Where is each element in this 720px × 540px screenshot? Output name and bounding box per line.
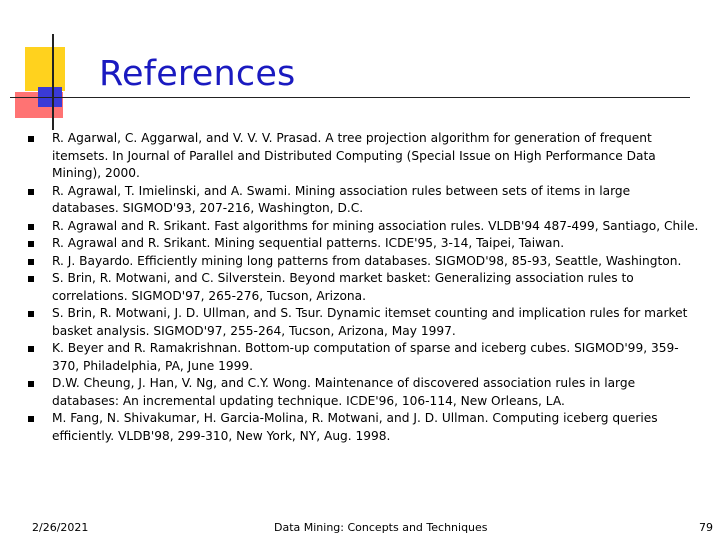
reference-text: R. J. Bayardo. Efficiently mining long patterns from databases. SIGMOD'98, 85-93, Seattle, Washington. [52, 253, 682, 268]
reference-item [28, 183, 700, 218]
reference-item [28, 130, 700, 183]
decor-yellow-square [25, 47, 65, 91]
bullet-icon [28, 189, 34, 195]
reference-text: S. Brin, R. Motwani, J. D. Ullman, and S. Tsur. Dynamic itemset counting and implication rules for market basket analysis. SIGMOD'97, 255-264, Tucson, Arizona, May 1997. [52, 306, 688, 338]
bullet-icon [28, 346, 34, 352]
reference-item [28, 375, 700, 410]
bullet-icon [28, 276, 34, 282]
reference-text: R. Agarwal, C. Aggarwal, and V. V. V. Prasad. A tree projection algorithm for generation of frequent itemsets. In Journal of Parallel and Distributed Computing (Special Issue on High Performance Data Mining), 2000. [52, 131, 656, 180]
reference-item [28, 305, 700, 340]
reference-item [28, 218, 700, 236]
bullet-icon [28, 241, 34, 247]
bullet-icon [28, 311, 34, 317]
reference-item [28, 410, 700, 445]
slide-title: References [99, 54, 296, 94]
bullet-icon [28, 259, 34, 265]
bullet-icon [28, 416, 34, 422]
footer-course-title: Data Mining: Concepts and Techniques [274, 521, 488, 534]
reference-item [28, 235, 700, 253]
reference-text: D.W. Cheung, J. Han, V. Ng, and C.Y. Wong. Maintenance of discovered association rules in large databases: An incremental updating technique. ICDE'96, 106-114, New Orleans, LA. [52, 376, 636, 408]
reference-text: R. Agrawal and R. Srikant. Mining sequential patterns. ICDE'95, 3-14, Taipei, Taiwan. [52, 236, 565, 250]
decor-horizontal-line [10, 97, 690, 98]
bullet-icon [28, 136, 34, 142]
footer-date: 2/26/2021 [32, 521, 89, 534]
reference-text: R. Agrawal, T. Imielinski, and A. Swami. Mining association rules between sets of items in large databases. SIGMOD'93, 207-216, Washington, D.C. [52, 183, 631, 215]
bullet-icon [28, 381, 34, 387]
reference-text: M. Fang, N. Shivakumar, H. Garcia-Molina, R. Motwani, and J. D. Ullman. Computing iceberg queries efficiently. VLDB'98, 299-310, New York, NY, Aug. 1998. [52, 411, 658, 443]
reference-item [28, 270, 700, 305]
reference-text: R. Agrawal and R. Srikant. Fast algorithms for mining association rules. VLDB'94 487-499, Santiago, Chile. [52, 218, 699, 233]
footer-page-number: 79 [699, 521, 713, 534]
reference-list [28, 130, 700, 445]
reference-item [28, 340, 700, 375]
reference-text: K. Beyer and R. Ramakrishnan. Bottom-up computation of sparse and iceberg cubes. SIGMOD'99, 359-370, Philadelphia, PA, June 1999. [52, 341, 679, 373]
reference-text: S. Brin, R. Motwani, and C. Silverstein. Beyond market basket: Generalizing association rules to correlations. SIGMOD'97, 265-276, Tucson, Arizona. [52, 271, 634, 303]
bullet-icon [28, 224, 34, 230]
reference-item [28, 253, 700, 271]
decor-vertical-line [52, 34, 54, 130]
